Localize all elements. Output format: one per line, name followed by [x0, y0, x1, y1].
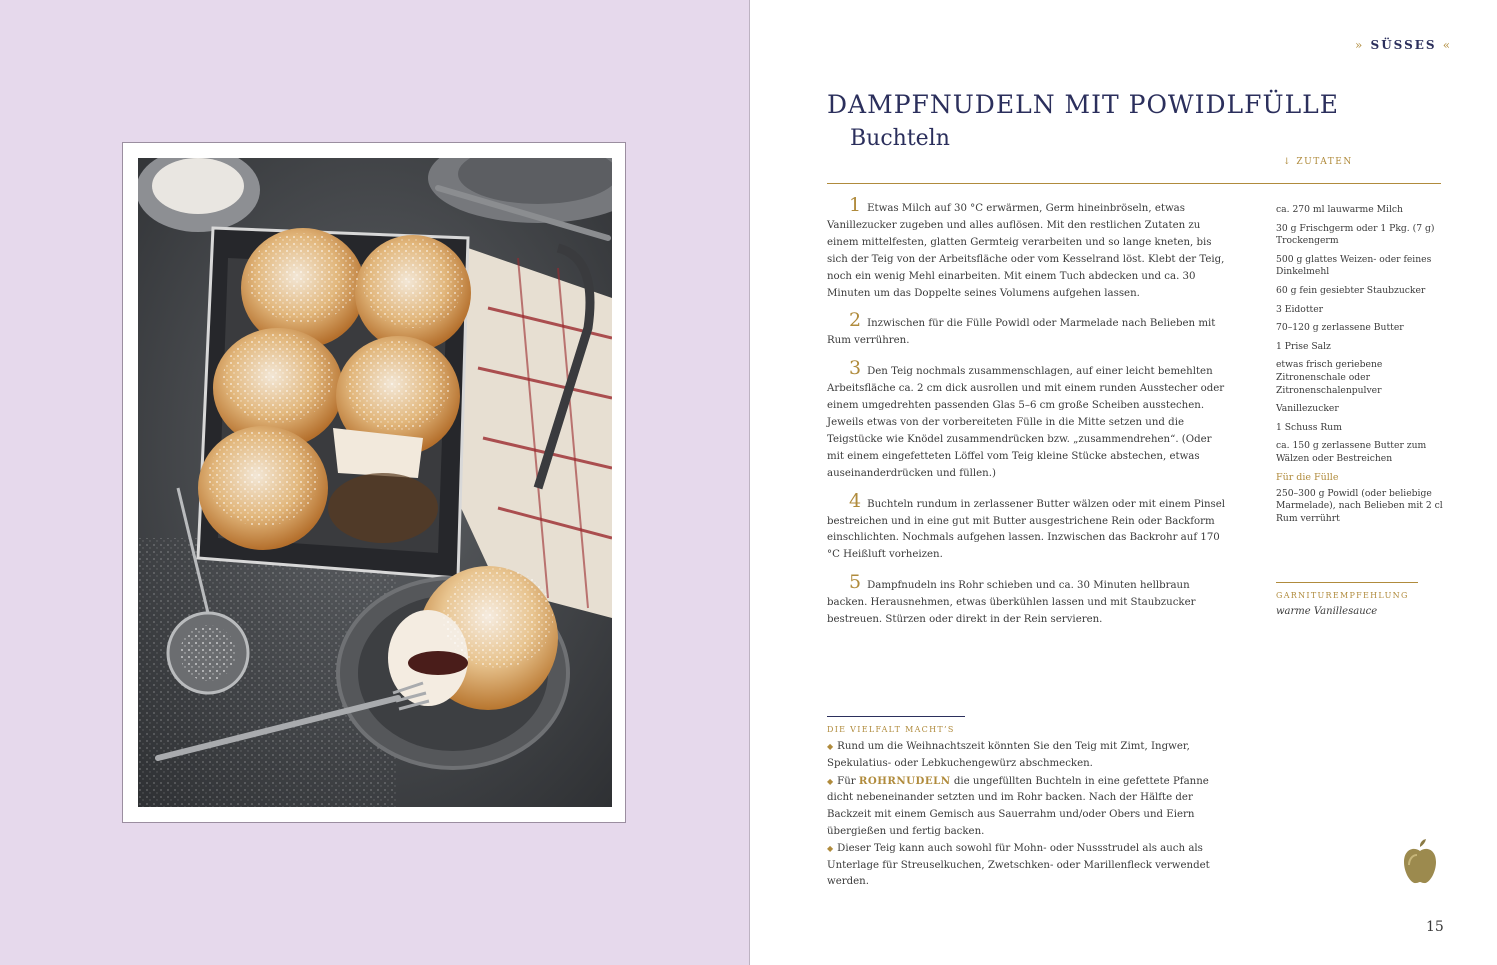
- section-suffix: «: [1442, 38, 1453, 52]
- photo-frame: [122, 142, 626, 823]
- page-number: 15: [1426, 919, 1444, 935]
- section-prefix: »: [1355, 38, 1365, 52]
- tips-divider: [827, 716, 965, 717]
- tip-text: Rund um die Weihnachtszeit könnten Sie den Teig mit Zimt, Ingwer, Spekulatius- oder Lebkuchengewürz abschmecken.: [827, 741, 1190, 769]
- garnish-value: warme Vanillesauce: [1276, 606, 1378, 617]
- ingredient-item: etwas frisch geriebene Zitronenschale oder Zitronenschalenpulver: [1276, 359, 1383, 396]
- garnish-label: GARNITUREMPFEHLUNG: [1276, 591, 1409, 600]
- section-label: [1355, 38, 1452, 52]
- step-text: Den Teig nochmals zusammenschlagen, auf einer leicht bemehlten Arbeitsfläche ca. 2 cm dick ausrollen und mit einem runden Ausstecher oder einem umgedrehten passenden Glas 5–6 cm große Scheiben ausstechen. Jeweils etwas von der vorbereiteten Fülle in die Mitte setzen und die Teigstücke wie Knödel zusammendrücken bzw. „zusammendrehen“. (Oder mit einem eingefetteten Löffel vom Teig kleine Stücke abstechen, etwas auseinanderdrücken und füllen.): [827, 366, 1225, 479]
- recipe-steps: [827, 194, 1230, 642]
- step-number: 2: [849, 309, 862, 332]
- step-text: Inzwischen für die Fülle Powidl oder Marmelade nach Belieben mit Rum verrühren.: [827, 318, 1216, 347]
- ingredient-item: 1 Prise Salz: [1276, 340, 1331, 352]
- title-divider: [827, 183, 1441, 184]
- step: [827, 571, 1230, 629]
- ingredients-header: ↓ ZUTATEN: [1283, 157, 1353, 167]
- tip-highlight: ROHRNUDELN: [858, 774, 951, 787]
- step-number: 1: [849, 194, 862, 216]
- ingredients-list: [1276, 204, 1446, 531]
- recipe-subtitle: Buchteln: [850, 126, 950, 151]
- ingredient-item: 30 g Frischgerm oder 1 Pkg. (7 g) Trockengerm: [1276, 222, 1435, 247]
- right-page: [750, 0, 1497, 965]
- tip-text: Für: [837, 775, 859, 787]
- tip-item: [827, 841, 1237, 891]
- step-number: 5: [849, 571, 862, 594]
- ingredient-item: ca. 270 ml lauwarme Milch: [1276, 204, 1403, 215]
- step-text: Dampfnudeln ins Rohr schieben und ca. 30 Minuten hellbraun backen. Herausnehmen, etwas überkühlen lassen und mit Staubzucker bestreuen. Stürzen oder direkt in der Rein servieren.: [827, 580, 1196, 626]
- tip-item: [827, 773, 1237, 841]
- ingredient-item: 70–120 g zerlassene Butter: [1276, 322, 1404, 334]
- ingredient-item: Vanillezucker: [1276, 403, 1339, 415]
- ingredient-item: 1 Schuss Rum: [1276, 421, 1342, 433]
- diamond-bullet-icon: ◆: [827, 742, 834, 751]
- tips-list: [827, 739, 1237, 891]
- step-text: Buchteln rundum in zerlassener Butter wälzen oder mit einem Pinsel bestreichen und in eine gut mit Butter ausgestrichene Rein oder Backform einschlichten. Nochmals aufgehen lassen. Inzwischen das Backrohr auf 170 °C Heißluft vorheizen.: [827, 498, 1226, 561]
- step-number: 3: [849, 357, 862, 380]
- tip-text: die ungefüllten Buchteln in eine gefettete Pfanne dicht nebeneinander setzten und im Rohr backen. Nach der Hälfte der Backzeit mit einem Gemisch aus Sauerrahm und/oder Obers und Eiern übergießen und fertig backen.: [827, 775, 1209, 837]
- ingredient-item: 60 g fein gesiebter Staubzucker: [1276, 284, 1426, 296]
- filling-heading: Für die Fülle: [1276, 471, 1339, 483]
- step: [827, 309, 1230, 350]
- step: [827, 194, 1230, 302]
- garnish-divider: [1276, 582, 1418, 583]
- step-number: 4: [849, 489, 862, 512]
- apple-icon: [1403, 839, 1437, 885]
- recipe-photo: [138, 158, 612, 807]
- tip-item: [827, 739, 1237, 773]
- step: [827, 357, 1230, 482]
- step-text: Etwas Milch auf 30 °C erwärmen, Germ hineinbröseln, etwas Vanillezucker zugeben und alles auflösen. Mit den restlichen Zutaten zu einem mittelfesten, glatten Germteig verarbeiten und so lange kneten, bis sich der Teig von der Arbeitsfläche oder vom Kesselrand löst. Klebt der Teig, noch ein wenig Mehl einarbeiten. Mit einem Tuch abdecken und ca. 30 Minuten um das Doppelte seines Volumens aufgehen lassen.: [827, 203, 1225, 299]
- recipe-title: DAMPFNUDELN MIT POWIDLFÜLLE: [827, 90, 1340, 119]
- ingredient-item: ca. 150 g zerlassene Butter zum Wälzen oder Bestreichen: [1276, 440, 1427, 464]
- ingredient-item: 3 Eidotter: [1276, 303, 1324, 315]
- diamond-bullet-icon: ◆: [827, 843, 834, 853]
- tip-text: Dieser Teig kann auch sowohl für Mohn- oder Nussstrudel als auch als Unterlage für Streuselkuchen, Zwetschken- oder Marillenfleck verwendet werden.: [827, 842, 1210, 888]
- filling-item: 250–300 g Powidl (oder beliebige Marmelade), nach Belieben mit 2 cl Rum verrührt: [1276, 487, 1443, 524]
- ingredient-item: 500 g glattes Weizen- oder feines Dinkelmehl: [1276, 253, 1432, 278]
- section-name: SÜSSES: [1370, 38, 1437, 52]
- step: [827, 489, 1230, 565]
- tips-label: DIE VIELFALT MACHT’S: [827, 725, 955, 734]
- diamond-bullet-icon: ◆: [827, 776, 834, 786]
